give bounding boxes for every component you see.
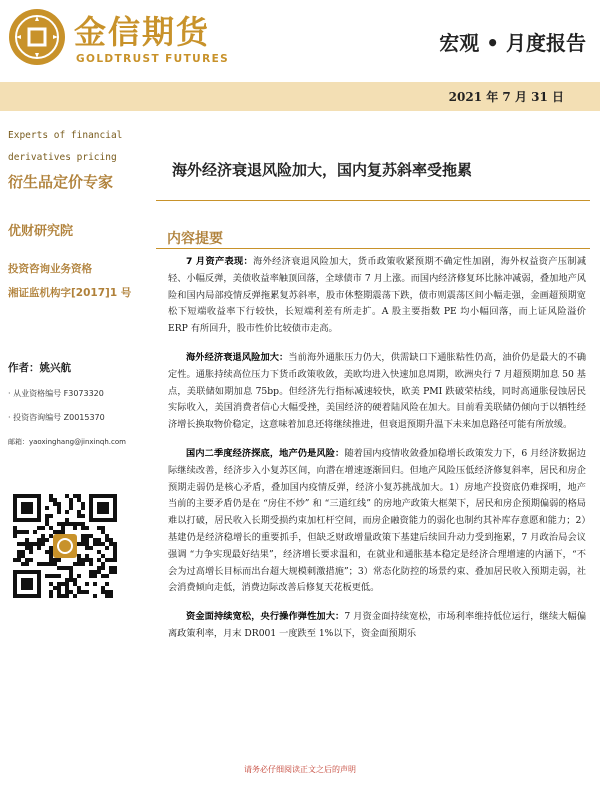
- paragraph-text: 海外经济衰退风险加大，货币政策收紧预期不确定性加剧，海外权益资产压制减轻、小幅反弹，美债收益率触顶回落，全球债市 7 月上涨。而国内经济修复环比脉冲减弱，叠加地产风险和国内局部疫情反弹拖累复苏斜率，股市休整期震荡下跌，债市则震荡区间小幅走强，金画超预期宽松下短端收益率下行较快，长短端利差有所走扩。A 股主要指数 PE 均小幅回落，而上证风险溢价 ERP 有所回升，股市性价比较债市走高。: [168, 256, 586, 335]
- section-heading: 内容提要: [167, 231, 223, 247]
- paragraph-lead: 7 月资产表现：: [186, 256, 254, 267]
- paragraph-text: 7 月资金面持续宽松，市场利率维持低位运行，继续大幅偏离政策利率，月末 DR001 一度跌至 1%以下，资金面预期乐: [168, 611, 587, 639]
- date-band: [0, 82, 600, 111]
- paragraph-lead: 资金面持续宽松，央行操作弹性加大：: [186, 611, 345, 623]
- sidebar-tagline-cn: 衍生品定价专家: [8, 173, 114, 191]
- brand-name-en: GOLDTRUST FUTURES: [76, 53, 230, 65]
- summary-body: [168, 254, 586, 655]
- section-divider: [156, 248, 590, 249]
- advisory-license: · 投资咨询编号 Z0015370: [8, 413, 105, 422]
- disclaimer-notice: 请务必仔细阅读正文之后的声明: [244, 765, 356, 774]
- coin-logo-icon: [9, 9, 65, 65]
- brand-name-cn: 金信期货: [74, 13, 211, 51]
- summary-paragraph: [168, 254, 586, 338]
- report-title: 海外经济衰退风险加大，国内复苏斜率受拖累: [172, 161, 473, 179]
- summary-paragraph: [168, 350, 586, 434]
- paragraph-lead: 海外经济衰退风险加大：: [186, 351, 289, 363]
- report-date: 2021 年 7 月 31 日: [448, 90, 564, 104]
- author-email: 邮箱：yaoxinghang@jinxinqh.com: [8, 438, 126, 446]
- sidebar: [0, 111, 142, 800]
- paragraph-text: 随着国内疫情收敛叠加稳增长政策发力下，6 月经济数据边际继续改善，经济步入小复苏区间，向潜在增速逐渐回归。但地产风险压低经济修复斜率，居民和房企预期走弱仍是核心矛盾，叠加国内疫情反弹，经济小复苏挑战加大。1）房地产投资底仍难探明，地产当前的主要矛盾仍是在 “房住不炒” 和 “三道红线” 的房地产政策大框架下，居民和房企预期偏弱的格局难以打破，居民收入长期受损约束加杠杆空间，而房企融资能力的弱化也制约其补库存意愿和能力；2）基建仍是经济稳增长的重要抓手，但缺乏财政增量政策下基建后续回升动力受到拖累，7 月政治局会议强调 “力争实现最好结果”，经济增长要求温和，在就业和通胀基本稳定是经济合理增速的内涵下，“不会为过高增长目标而出台超大规模刺激措施”；3）常态化防控的场景约束、叠加居民收入预期走弱，社会消费倾向走低，消费边际改善后修复天花板更低。: [168, 447, 587, 594]
- paragraph-lead: 国内二季度经济探底，地产仍是风险：: [186, 447, 345, 459]
- paragraph-text: 当前海外通胀压力仍大，供需缺口下通胀粘性仍高，油价仍是最大的不确定性。通胀持续高位压力下货币政策收敛，美欧均进入快速加息周期，欧洲央行 7 月超预期加息 50 基点，美联储如期加息 75bp。但经济先行指标减速较快，欧美 PMI 跌破荣枯线，同时高通胀侵蚀居民实际收入，美国消费者信心大幅受挫，美国经济的硬着陆风险在加大。目前看美联储仍倾向于以牺牲经济增长换取物价稳定，这意味着加息还将继续推进，但衰退预期升温下未来加息路径可能有所放缓。: [168, 351, 587, 431]
- practitioner-license: · 从业资格编号 F3073320: [8, 389, 104, 398]
- report-header: [0, 0, 600, 82]
- qr-code-icon: [13, 494, 117, 598]
- author-name: 作者：姚兴航: [8, 362, 71, 374]
- report-type: 宏观 • 月度报告: [439, 31, 586, 55]
- qualification-line: 投资咨询业务资格: [8, 263, 92, 275]
- license-number-line: 湘证监机构字[2017]1 号: [8, 287, 132, 299]
- sidebar-tagline-en: Experts of financial derivatives pricing: [8, 130, 123, 163]
- title-divider: [156, 200, 590, 201]
- research-institute-name: 优财研究院: [8, 224, 74, 239]
- summary-paragraph: [168, 446, 586, 597]
- summary-paragraph: [168, 609, 586, 643]
